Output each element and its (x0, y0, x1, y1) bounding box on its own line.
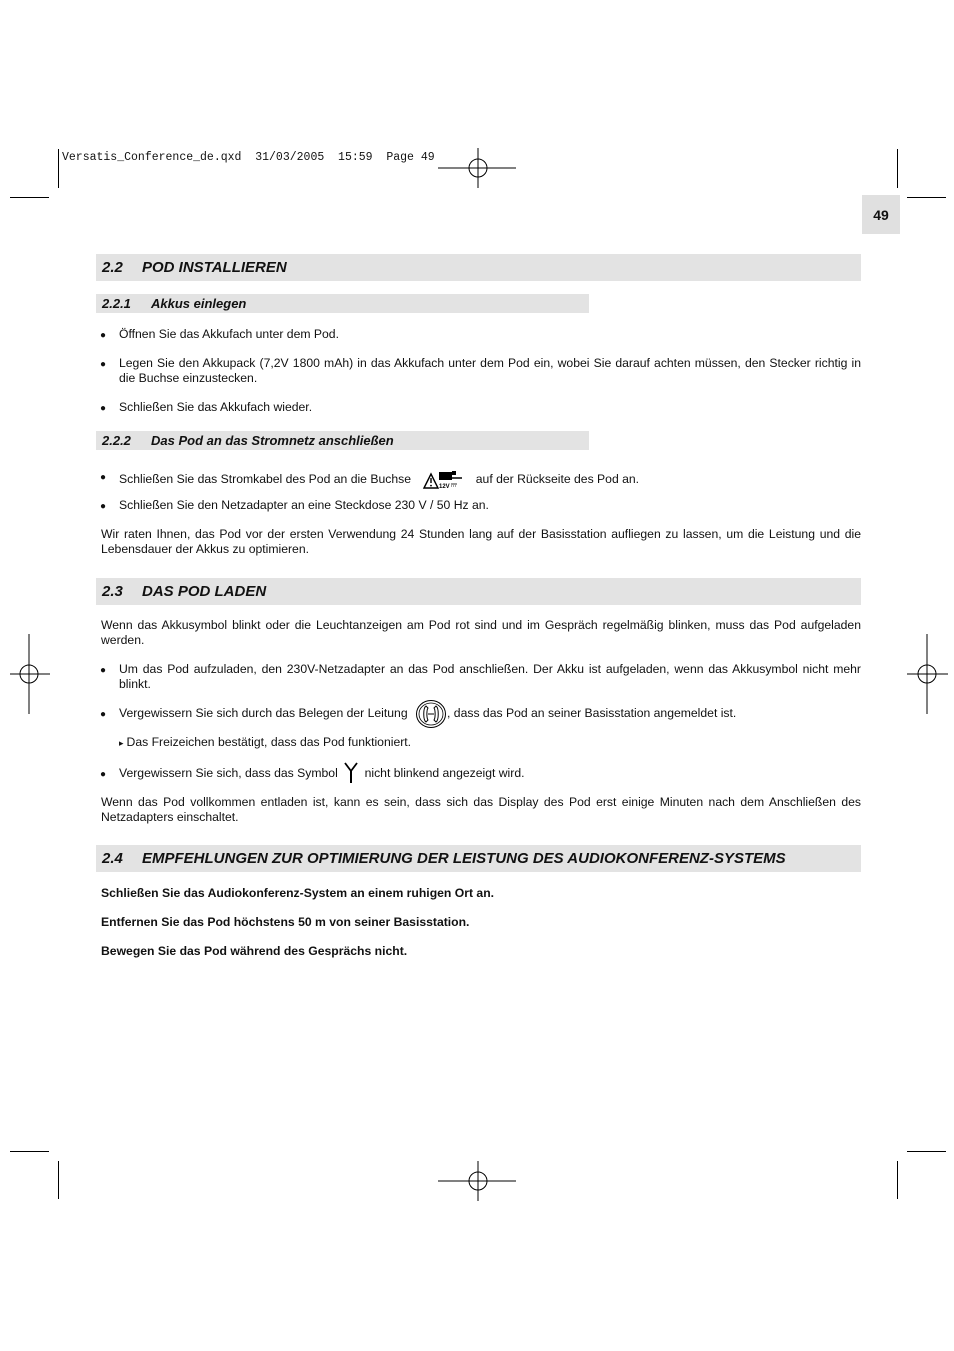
bullet-icon: ● (100, 709, 107, 720)
list-item: Schließen Sie das Akkufach wieder. (119, 400, 313, 414)
antenna-icon (343, 762, 359, 784)
registration-mark-right (905, 634, 950, 714)
subsection-number: 2.2.2 (102, 433, 131, 448)
list-item-text: , dass das Pod an seiner Basisstation angemeldet ist. (447, 706, 737, 720)
section-title: DAS POD LADEN (142, 583, 267, 600)
list-item-text: auf der Rückseite des Pod an. (475, 472, 640, 487)
list-item: Schließen Sie den Netzadapter an eine Steckdose 230 V / 50 Hz an. (119, 498, 489, 512)
list-item (119, 469, 861, 491)
section-title: POD INSTALLIEREN (142, 259, 287, 276)
sub-list-item-text: Das Freizeichen bestätigt, dass das Pod funktioniert. (126, 735, 412, 749)
bullet-icon: ● (100, 330, 107, 341)
subsection-heading-2-2-1 (96, 294, 589, 313)
section-heading-2-3 (96, 578, 861, 605)
bullet-icon: ● (100, 359, 107, 370)
list-item: Öffnen Sie das Akkufach unter dem Pod. (119, 327, 339, 341)
section-title: EMPFEHLUNGEN ZUR OPTIMIERUNG DER LEISTUNG DES AUDIOKONFERENZ-SYSTEMS (142, 850, 786, 867)
paragraph: Wir raten Ihnen, das Pod vor der ersten Verwendung 24 Stunden lang auf der Basisstation aufliegen zu lassen, um die Leistung und die Lebensdauer der Akkus zu optimieren. (101, 527, 861, 556)
bullet-icon: ● (100, 665, 107, 676)
recommendation: Bewegen Sie das Pod während des Gesprächs nicht. (101, 944, 408, 958)
section-number: 2.4 (102, 850, 123, 867)
section-heading-2-2 (96, 254, 861, 281)
section-number: 2.3 (102, 583, 123, 600)
bullet-icon: ● (100, 501, 107, 512)
list-item: Legen Sie den Akkupack (7,2V 1800 mAh) in das Akkufach unter dem Pod ein, wobei Sie darauf achten müssen, den Stecker richtig in die Buchse einzustecken. (119, 356, 861, 385)
phone-line-icon (415, 699, 447, 729)
list-item: Um das Pod aufzuladen, den 230V-Netzadapter an das Pod anschließen. Der Akku ist aufgeladen, wenn das Akkusymbol nicht mehr blinkt. (119, 662, 861, 691)
section-number: 2.2 (102, 259, 123, 276)
subsection-heading-2-2-2 (96, 431, 589, 450)
recommendation: Schließen Sie das Audiokonferenz-System an einem ruhigen Ort an. (101, 886, 495, 900)
paragraph: Wenn das Akkusymbol blinkt oder die Leuchtanzeigen am Pod rot sind und im Gespräch regelmäßig blinken, muss das Pod aufgeladen werden. (101, 618, 861, 647)
list-item-text: Vergewissern Sie sich, dass das Symbol (119, 766, 338, 780)
subsection-title: Das Pod an das Stromnetz anschließen (151, 433, 394, 448)
section-heading-2-4 (96, 845, 861, 872)
registration-mark-left (8, 634, 50, 714)
subsection-title: Akkus einlegen (151, 296, 247, 311)
arrow-right-icon: ▸ (119, 738, 124, 748)
registration-mark-top (438, 148, 518, 188)
bullet-icon: ● (100, 403, 107, 414)
bullet-icon: ● (100, 472, 107, 483)
list-item-text: nicht blinkend angezeigt wird. (364, 766, 525, 780)
sub-list-item (119, 735, 411, 751)
registration-mark-bottom (438, 1161, 518, 1201)
power-socket-icon (422, 469, 466, 491)
page-number: 49 (862, 195, 900, 234)
paragraph: Wenn das Pod vollkommen entladen ist, kann es sein, dass sich das Display des Pod erst einige Minuten nach dem Anschließen des Netzadapters einschaltet. (101, 795, 861, 824)
print-slug: Versatis_Conference_de.qxd 31/03/2005 15:59 Page 49 (62, 151, 435, 164)
list-item-text: Vergewissern Sie sich durch das Belegen der Leitung (119, 706, 408, 720)
subsection-number: 2.2.1 (102, 296, 131, 311)
list-item-text: Schließen Sie das Stromkabel des Pod an die Buchse (119, 472, 411, 487)
list-item (119, 706, 861, 721)
bullet-icon: ● (100, 769, 107, 780)
list-item (119, 766, 861, 781)
svg-text:12V: 12V (439, 484, 451, 490)
recommendation: Entfernen Sie das Pod höchstens 50 m von seiner Basisstation. (101, 915, 470, 929)
